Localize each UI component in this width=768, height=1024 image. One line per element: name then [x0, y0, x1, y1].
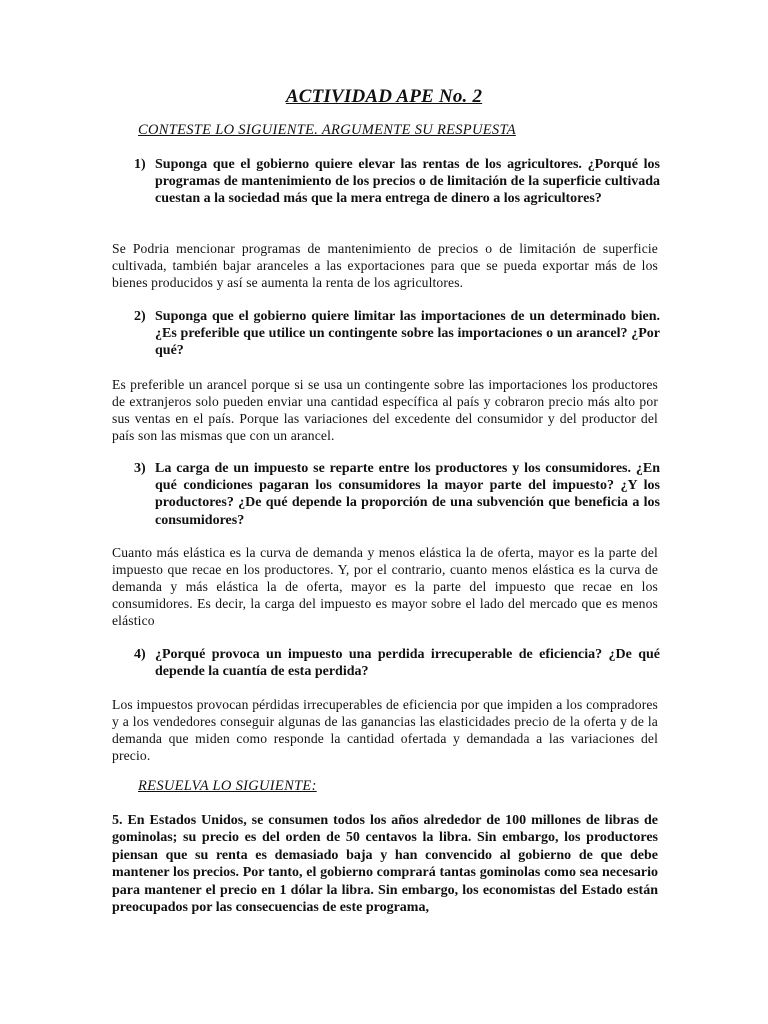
answer-1: Se Podria mencionar programas de mantenimiento de precios o de limitación de superficie cultivada, también bajar aranceles a las exportaciones para que se pueda exportar más de los bienes producidos y así se aumenta la renta de los agricultores.	[112, 241, 658, 290]
question-4	[134, 646, 660, 680]
section-heading-conteste: CONTESTE LO SIGUIENTE. ARGUMENTE SU RESPUESTA	[138, 122, 516, 138]
question-1	[134, 156, 660, 208]
page-title: ACTIVIDAD APE No. 2	[285, 86, 483, 107]
question-2	[134, 308, 660, 360]
answer-3: Cuanto más elástica es la curva de demanda y menos elástica la de oferta, mayor es la parte del impuesto que recae en los productores. Y, por el contrario, cuanto menos elástica es la curva de demanda y más elástica la de oferta, mayor es la parte del impuesto que recae en los consumidores. Es decir, la carga del impuesto es mayor sobre el lado del mercado que es menos elástico	[112, 545, 658, 628]
question-number: 1)	[134, 157, 146, 172]
question-number: 2)	[134, 309, 146, 324]
question-text: ¿Porqué provoca un impuesto una perdida irrecuperable de eficiencia? ¿De qué depende la cuantía de esta perdida?	[155, 647, 660, 680]
question-number: 3)	[134, 461, 146, 476]
question-3	[134, 460, 660, 529]
answer-2: Es preferible un arancel porque si se usa un contingente sobre las importaciones los productores de extranjeros solo pueden enviar una cantidad específica al país y cobraron precio más alto por sus ventas en el país. Porque las variaciones del excedente del consumidor y del productor del país son las mismas que con un arancel.	[112, 377, 658, 443]
section-heading-resuelva: RESUELVA LO SIGUIENTE:	[138, 778, 317, 794]
question-number: 4)	[134, 647, 146, 662]
question-text: Suponga que el gobierno quiere elevar las rentas de los agricultores. ¿Porqué los programas de mantenimiento de los precios o de limitación de la superficie cultivada cuestan a la sociedad más que la mera entrega de dinero a los agricultores?	[155, 157, 660, 207]
problem-5-text: 5. En Estados Unidos, se consumen todos los años alrededor de 100 millones de libras de gominolas; su precio es del orden de 50 centavos la libra. Sin embargo, los productores piensan que su renta es demasiado baja y han convencido al gobierno de que debe mantener los precios. Por tanto, el gobierno comprará tantas gominolas como sea necesario para mantener el precio en 1 dólar la libra. Sin embargo, los economistas del Estado están preocupados por las consecuencias de este programa,	[112, 813, 658, 916]
answer-4: Los impuestos provocan pérdidas irrecuperables de eficiencia por que impiden a los compradores y a los vendedores conseguir algunas de las ganancias las elasticidades precio de la oferta y de la demanda que miden como responde la cantidad ofertada y demandada a las variaciones del precio.	[112, 697, 658, 763]
question-text: La carga de un impuesto se reparte entre los productores y los consumidores. ¿En qué condiciones pagaran los consumidores la mayor parte del impuesto? ¿Y los productores? ¿De qué depende la proporción de una subvención que beneficia a los consumidores?	[155, 461, 660, 528]
question-text: Suponga que el gobierno quiere limitar las importaciones de un determinado bien. ¿Es preferible que utilice un contingente sobre las importaciones o un arancel? ¿Por qué?	[155, 309, 660, 359]
